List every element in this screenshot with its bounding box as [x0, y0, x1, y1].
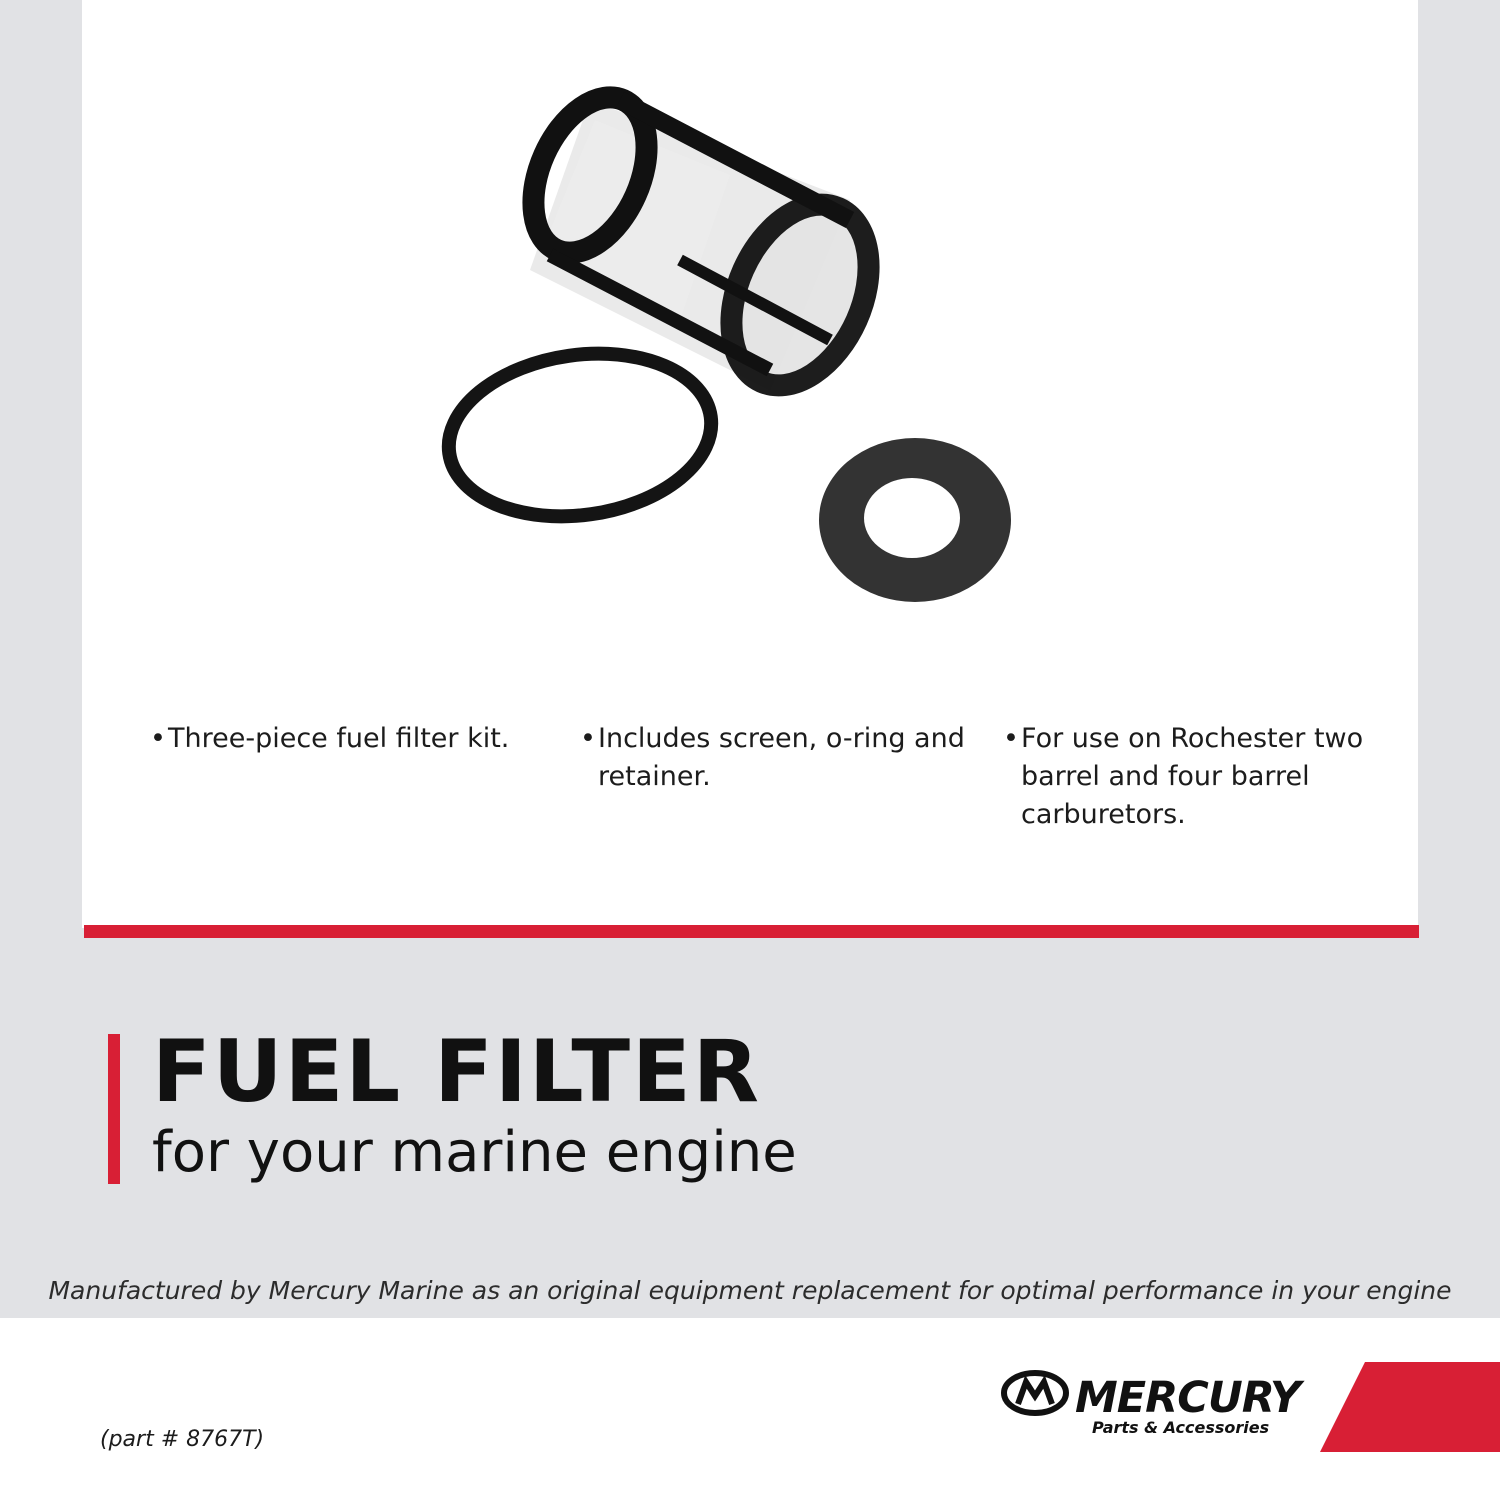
o-ring	[438, 337, 722, 532]
title-accent-bar	[108, 1034, 120, 1184]
mercury-logo-icon	[1000, 1370, 1070, 1416]
retainer-gasket	[819, 438, 1011, 602]
feature-text: Includes screen, o-ring and retainer.	[598, 723, 965, 792]
bullet-dot: •	[580, 723, 596, 754]
brand-name: MERCURY	[1075, 1373, 1301, 1423]
bullet-dot: •	[1003, 723, 1019, 754]
feature-bullet	[150, 720, 568, 758]
manufacturer-tagline: Manufactured by Mercury Marine as an original equipment replacement for optimal performance in your engine	[48, 1276, 1452, 1305]
feature-bullet	[580, 720, 978, 796]
feature-text: Three-piece fuel filter kit.	[168, 723, 510, 754]
product-title: FUEL FILTER	[152, 1022, 762, 1122]
red-divider	[84, 925, 1419, 938]
product-subtitle: for your marine engine	[152, 1120, 797, 1185]
brand-subtitle: Parts & Accessories	[1092, 1418, 1270, 1437]
part-number: (part # 8767T)	[100, 1427, 265, 1452]
bullet-dot: •	[150, 723, 166, 754]
feature-bullet	[1003, 720, 1401, 834]
fuel-filter-kit-image	[430, 80, 1050, 620]
feature-text: For use on Rochester two barrel and four barrel carburetors.	[1021, 723, 1364, 830]
red-corner-accent	[1320, 1362, 1500, 1452]
